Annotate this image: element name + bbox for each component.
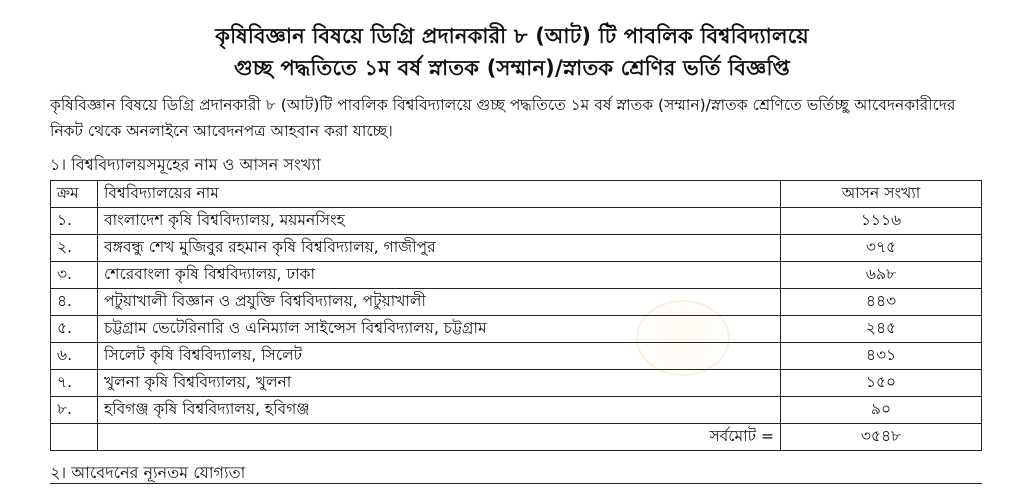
table-header-row xyxy=(51,181,982,208)
total-empty-cell xyxy=(51,424,98,451)
total-row xyxy=(51,424,982,451)
table-row xyxy=(51,370,982,397)
header-university-name: বিশ্ববিদ্যালয়ের নাম xyxy=(98,181,781,208)
row-university-name: চট্টগ্রাম ভেটেরিনারি ও এনিম্যাল সাইন্সেস বিশ্ববিদ্যালয়, চট্টগ্রাম xyxy=(98,316,781,343)
row-serial: ৪. xyxy=(51,289,98,316)
section2-table-border xyxy=(50,483,982,494)
table-row xyxy=(51,289,982,316)
header-seats: আসন সংখ্যা xyxy=(781,181,982,208)
row-seat-count: ৩৭৫ xyxy=(781,235,982,262)
table-row xyxy=(51,262,982,289)
section2-heading: ২। আবেদনের ন্যূনতম যোগ্যতা xyxy=(50,463,246,482)
row-seat-count: ১৫০ xyxy=(781,370,982,397)
row-serial: ৩. xyxy=(51,262,98,289)
row-seat-count: ৪৩১ xyxy=(781,343,982,370)
row-university-name: বঙ্গবন্ধু শেখ মুজিবুর রহমান কৃষি বিশ্ববিদ্যালয়, গাজীপুর xyxy=(98,235,781,262)
seat-table xyxy=(50,180,982,451)
row-university-name: পটুয়াখালী বিজ্ঞান ও প্রযুক্তি বিশ্ববিদ্যালয়, পটুয়াখালী xyxy=(98,289,781,316)
total-value: ৩৫৪৮ xyxy=(781,424,982,451)
table-row xyxy=(51,208,982,235)
total-label: সর্বমোট = xyxy=(98,424,781,451)
row-serial: ৬. xyxy=(51,343,98,370)
row-university-name: বাংলাদেশ কৃষি বিশ্ববিদ্যালয়, ময়মনসিংহ xyxy=(98,208,781,235)
row-serial: ৭. xyxy=(51,370,98,397)
row-university-name: খুলনা কৃষি বিশ্ববিদ্যালয়, খুলনা xyxy=(98,370,781,397)
row-serial: ৮. xyxy=(51,397,98,424)
table-row xyxy=(51,316,982,343)
table-row xyxy=(51,343,982,370)
notice-title-line2: গুচ্ছ পদ্ধতিতে ১ম বর্ষ স্নাতক (সম্মান)/স্নাতক শ্রেণির ভর্তি বিজ্ঞপ্তি xyxy=(234,56,790,80)
row-university-name: হবিগঞ্জ কৃষি বিশ্ববিদ্যালয়, হবিগঞ্জ xyxy=(98,397,781,424)
row-university-name: শেরেবাংলা কৃষি বিশ্ববিদ্যালয়, ঢাকা xyxy=(98,262,781,289)
row-serial: ৫. xyxy=(51,316,98,343)
row-seat-count: ৪৪৩ xyxy=(781,289,982,316)
row-serial: ২. xyxy=(51,235,98,262)
row-seat-count: ৯০ xyxy=(781,397,982,424)
row-seat-count: ২৪৫ xyxy=(781,316,982,343)
row-seat-count: ৬৯৮ xyxy=(781,262,982,289)
table-row xyxy=(51,235,982,262)
header-serial: ক্রম xyxy=(51,181,98,208)
row-seat-count: ১১১৬ xyxy=(781,208,982,235)
row-serial: ১. xyxy=(51,208,98,235)
section1-heading: ১। বিশ্ববিদ্যালয়সমূহের নাম ও আসন সংখ্যা xyxy=(50,155,321,174)
row-university-name: সিলেট কৃষি বিশ্ববিদ্যালয়, সিলেট xyxy=(98,343,781,370)
intro-paragraph: কৃষিবিজ্ঞান বিষয়ে ডিগ্রি প্রদানকারী ৮ (আট)টি পাবলিক বিশ্ববিদ্যালয়ে গুচ্ছ পদ্ধতিতে ১ম বর্ষ স্নাতক (সম্মান)/স্নাতক শ্রেণিতে ভর্তিচ্ছু আবেদনকারীদের নিকট থেকে অনলাইনে আবেদনপত্র আহবান করা যাচ্ছে। xyxy=(50,96,956,140)
notice-title-line1: কৃষিবিজ্ঞান বিষয়ে ডিগ্রি প্রদানকারী ৮ (আট) টি পাবলিক বিশ্ববিদ্যালয়ে xyxy=(215,24,809,48)
table-row xyxy=(51,397,982,424)
